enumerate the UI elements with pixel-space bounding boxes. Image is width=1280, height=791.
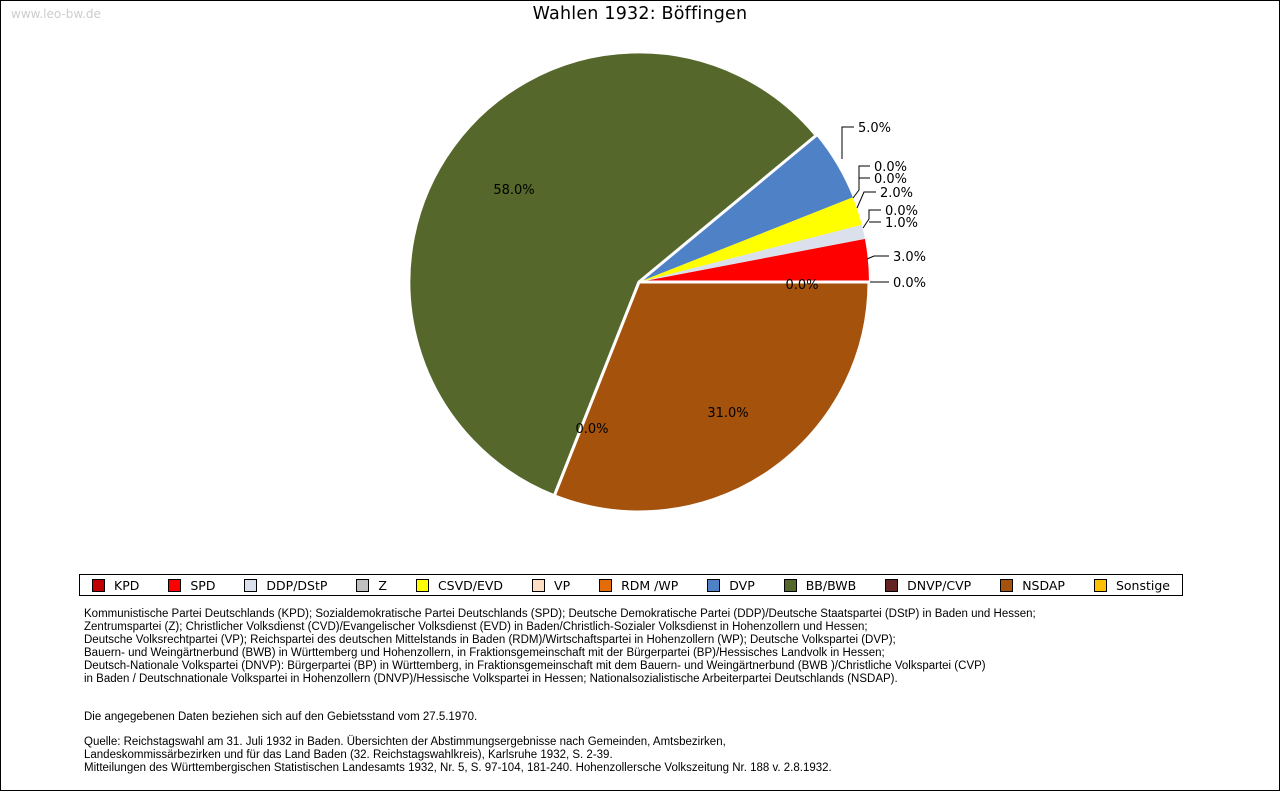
callout-leader-line [857,192,876,208]
page-title: Wahlen 1932: Böffingen [532,4,748,24]
legend-item-rdm-wp [599,578,678,593]
callout-leader-line [842,127,854,159]
callout-percent-label: 0.0% [885,204,919,219]
legend-label: Z [378,577,387,593]
slice-percent-label: 31.0% [707,406,749,421]
legend-item-ddp-dstp [244,578,327,593]
legend-item-z [356,578,387,593]
slice-percent-label: 0.0% [785,278,819,293]
callout-percent-label: 2.0% [880,186,914,201]
slice-percent-label: 0.0% [575,422,609,437]
legend-label: DDP/DStP [266,577,328,593]
legend-item-csvd-evd [416,578,503,593]
legend-color-swatch [1094,579,1107,592]
legend-color-swatch [92,579,105,592]
legend-color-swatch [885,579,898,592]
legend-item-dvp [707,578,755,593]
legend-label: KPD [114,577,140,593]
legend-color-swatch [356,579,369,592]
legend-item-bb-bwb [784,578,856,593]
legend-color-swatch [707,579,720,592]
callout-percent-label: 1.0% [885,216,919,231]
legend-color-swatch [244,579,257,592]
legend-label: DNVP/CVP [907,577,972,593]
callout-leader-line [863,210,881,228]
footnote-line: Bauern- und Weingärtnerbund (BWB) in Württemberg und Hohenzollern, in Fraktionsgemeinschaft mit der Bürgerpartei (BP)/Hessisches Landvolk in Hessen; [84,647,885,659]
footnote-line: Deutsch-Nationale Volkspartei (DNVP): Bürgerpartei (BP) in Württemberg, in Fraktionsgemeinschaft mit dem Bauern- und Weingärtnerbund (BWB )/Christliche Volkspartei (CVP) [84,660,986,672]
pie-chart [1,1,1280,571]
source-note [84,736,1259,775]
legend-color-swatch [532,579,545,592]
legend-label: Sonstige [1115,577,1170,593]
legend-item-kpd [92,578,139,593]
footnote-line: in Baden / Deutschnationale Volkspartei in Hohenzollern (DNVP)/Hessische Volkspartei in Hessen; Nationalsozialistische Arbeiterpartei Deutschlands (NSDAP). [84,673,898,685]
callout-leader-line [867,256,889,259]
footnotes [84,608,1259,775]
legend-label: NSDAP [1022,577,1065,593]
legend-item-sonstige [1094,578,1170,593]
callout-leader-line [853,166,870,198]
footnote-line: Kommunistische Partei Deutschlands (KPD); Sozialdemokratische Partei Deutschlands (SPD); Deutsche Demokratische Partei (DDP)/Deutsche Staatspartei (DStP) in Baden und Hessen; [84,608,1036,620]
legend-color-swatch [784,579,797,592]
footnote-line: Deutsche Volksrechtpartei (VP); Reichspartei des deutschen Mittelstands in Baden (RDM)/Wirtschaftspartei in Hohenzollern (WP); Deutsche Volkspartei (DVP); [84,634,896,646]
legend-item-spd [168,578,215,593]
legend-item-vp [532,578,570,593]
legend-label: RDM /WP [621,577,679,593]
legend-item-dnvp-cvp [885,578,971,593]
slice-percent-label: 58.0% [493,183,535,198]
legend-color-swatch [168,579,181,592]
legend-label: DVP [729,577,755,593]
callout-percent-label: 0.0% [893,276,927,291]
territorial-status-note: Die angegebenen Daten beziehen sich auf den Gebietsstand vom 27.5.1970. [84,711,478,723]
legend-item-nsdap [1000,578,1065,593]
callout-percent-label: 5.0% [858,121,892,136]
legend-color-swatch [1000,579,1013,592]
legend [79,574,1183,596]
party-abbreviation-note [84,608,1259,686]
legend-color-swatch [599,579,612,592]
footnote-line: Mitteilungen des Württembergischen Statistischen Landesamts 1932, Nr. 5, S. 97-104, 181-240. Hohenzollersche Volkszeitung Nr. 188 v. 2.8.1932. [84,762,832,774]
footnote-line: Quelle: Reichstagswahl am 31. Juli 1932 in Baden. Übersichten der Abstimmungsergebnisse nach Gemeinden, Amtsbezirken, [84,736,726,748]
callout-percent-label: 0.0% [874,160,908,175]
legend-label: SPD [190,577,216,593]
watermark: www.leo-bw.de [11,7,101,21]
legend-label: BB/BWB [805,577,857,593]
callout-percent-label: 3.0% [893,250,927,265]
legend-label: VP [554,577,571,593]
callout-percent-label: 0.0% [874,172,908,187]
legend-label: CSVD/EVD [437,577,504,593]
footnote-line: Landeskommissärbezirken und für das Land Baden (32. Reichstagswahlkreis), Karlsruhe 1932, S. 2-39. [84,749,613,761]
footnote-line: Zentrumspartei (Z); Christlicher Volksdienst (CVD)/Evangelischer Volksdienst (EVD) in Baden/Christlich-Sozialer Volksdienst in Hohenzollern und Hessen; [84,621,868,633]
legend-color-swatch [416,579,429,592]
